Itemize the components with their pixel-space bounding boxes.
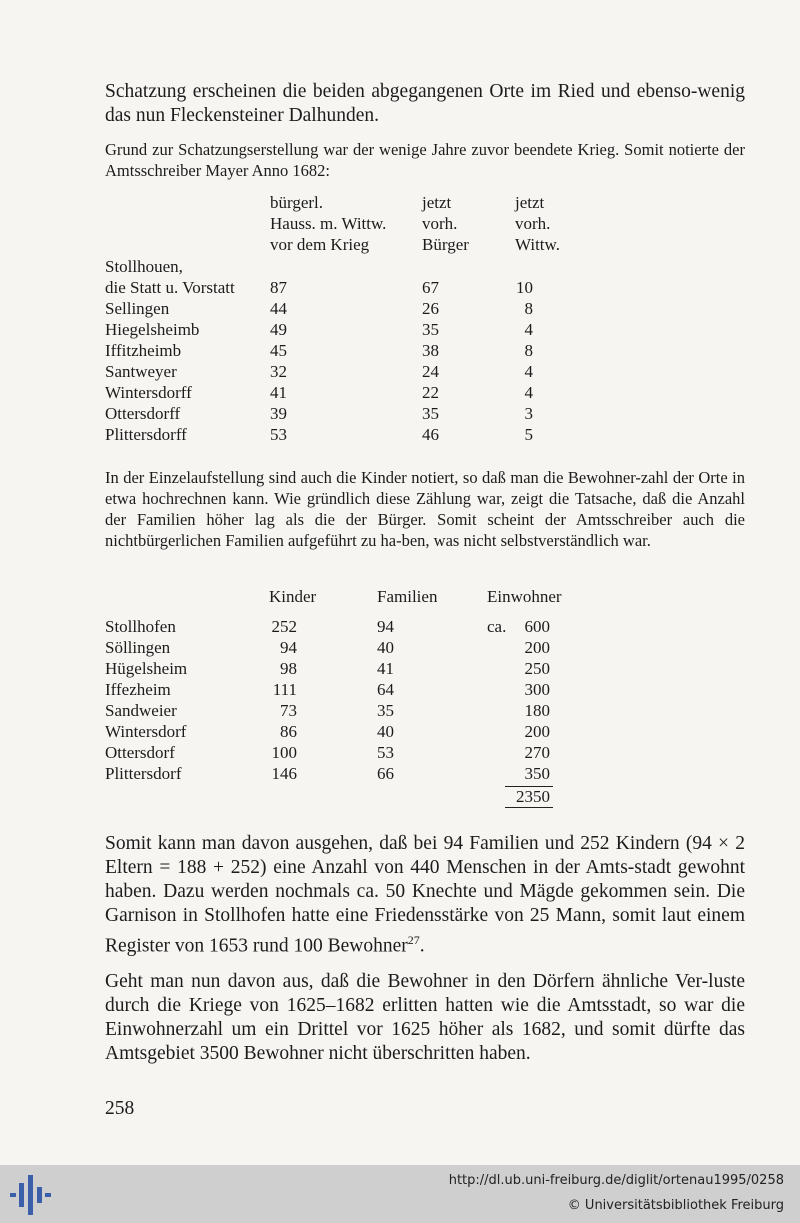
table-row: die Statt u. Vorstatt 87 67 10 [105,278,533,297]
library-logo-icon [8,1173,52,1217]
table-row: Ottersdorf 100 53 270 [105,743,550,762]
circa-prefix: ca. [487,617,507,636]
table-row: Iffezheim 111 64 300 [105,680,550,699]
table-row: Plittersdorff 53 46 5 [105,425,533,444]
viewer-footer [0,1165,800,1223]
table2-header-kinder: Kinder [269,587,317,606]
table-row: Söllingen 94 40 200 [105,638,550,657]
table-row: Wintersdorf 86 40 200 [105,722,550,741]
population-total: 2350 [516,787,550,806]
paragraph-4: Somit kann man davon ausgehen, daß bei 94 Familien und 252 Kindern (94 × 2 Eltern = 188 + 252) eine Anzahl von 440 Menschen in der Amts-stadt gewohnt haben. Dazu werden nochmals ca. 50 Knechte und Mägde gekommen sein. Die Garnison in Stollhofen hatte eine Friedensstärke von 25 Mann, somit laut einem Register von 1653 rund 100 Bewohner$^{27}$. [105,833,745,957]
table-row: Ottersdorff 39 35 3 [105,404,533,423]
table1-header-col1: bürgerl. Hauss. m. Wittw. vor dem Krieg [270,193,387,254]
table-row: Santweyer 32 24 4 [105,362,533,381]
table-population-estimate [105,586,665,812]
table1-header-col2: jetzt vorh. Bürger [422,193,469,254]
table-total-row [105,786,665,807]
page-number: 258 [105,1098,135,1119]
table-row: Hügelsheim 98 41 250 [105,659,550,678]
paragraph-1: Schatzung erscheinen die beiden abgegangenen Orte im Ried und ebenso-wenig das nun Fleckensteiner Dalhunden. [105,81,745,126]
table-row: Sandweier 73 35 180 [105,701,550,720]
table2-header-einwohner: Einwohner [487,587,562,606]
paragraph-2: Grund zur Schatzungserstellung war der wenige Jahre zuvor beendete Krieg. Somit notierte der Amtsschreiber Mayer Anno 1682: [105,140,745,180]
paragraph-5: Geht man nun davon aus, daß die Bewohner in den Dörfern ähnliche Ver-luste durch die Kriege von 1625–1682 erlitten hatten wie die Amtsstadt, so war die Einwohnerzahl um ein Drittel vor 1625 höher als 1682, und somit dürfte das Amtsgebiet 3500 Bewohner nicht überschritten haben. [105,971,745,1064]
table1-group-label: Stollhouen, [105,257,183,276]
source-url[interactable]: http://dl.ub.uni-freiburg.de/diglit/ortenau1995/0258 [448,1173,784,1188]
footnote-marker[interactable]: 27 [407,933,420,947]
sum-underline [505,807,553,808]
table-row: Hiegelsheimb 49 35 4 [105,320,533,339]
table-row: Iffitzheimb 45 38 8 [105,341,533,360]
table-row: Stollhofen 252 94 ca. 600 [105,617,550,636]
paragraph-3: In der Einzelaufstellung sind auch die Kinder notiert, so daß man die Bewohner-zahl der Orte in etwa hochrechnen kann. Wie gründlich diese Zählung war, zeigt die Tatsache, daß die Anzahl der Familien höher lag als die der Bürger. Somit scheint der Amtsschreiber auch die nichtbürgerlichen Familien aufgeführt zu ha-ben, was nicht selbstverständlich war. [105,468,745,550]
table2-header-familien: Familien [377,587,438,606]
table-row: Plittersdorf 146 66 350 [105,764,550,783]
table-1982-census [105,192,665,450]
table-row: Sellingen 44 26 8 [105,299,533,318]
table-row: Wintersdorff 41 22 4 [105,383,533,402]
table1-header-col3: jetzt vorh. Wittw. [515,193,560,254]
copyright-notice: © Universitätsbibliothek Freiburg [567,1198,784,1213]
